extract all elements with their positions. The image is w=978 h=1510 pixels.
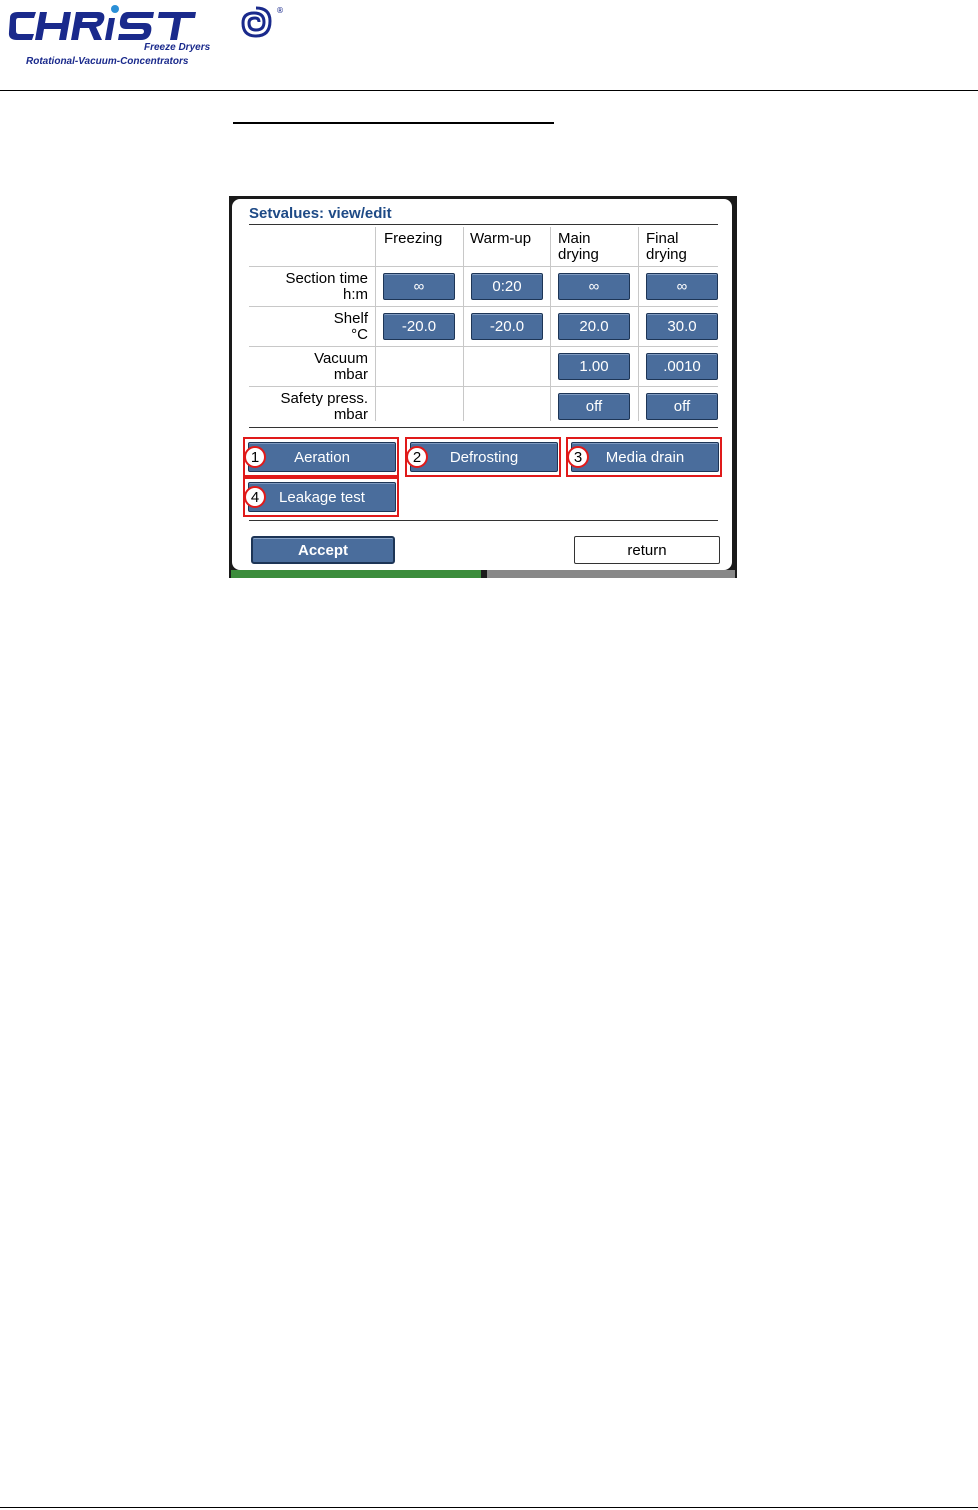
row-label-section-time xyxy=(248,271,368,303)
column-header-line: Freezing xyxy=(384,230,443,247)
table-bottom-divider xyxy=(249,427,718,428)
shelf-final-drying-button[interactable]: 30.0 xyxy=(646,313,718,340)
row-label-shelf xyxy=(248,311,368,343)
aeration-button[interactable]: Aeration xyxy=(248,442,396,472)
row-label-line: Vacuum xyxy=(314,350,368,367)
column-header-line: Main xyxy=(558,230,591,247)
section-time-final-drying-button[interactable]: ∞ xyxy=(646,273,718,300)
row-label-line: Shelf xyxy=(333,310,368,327)
vacuum-final-drying-button[interactable]: .0010 xyxy=(646,353,718,380)
grid-col-divider xyxy=(463,227,464,421)
grid-row-divider xyxy=(249,346,718,347)
column-header-line: drying xyxy=(558,246,599,263)
defrosting-button[interactable]: Defrosting xyxy=(410,442,558,472)
section-time-main-drying-button[interactable]: ∞ xyxy=(558,273,630,300)
screen-bottom-grey-bar xyxy=(487,570,735,578)
column-header-main-drying xyxy=(558,231,599,263)
grid-row-divider xyxy=(249,266,718,267)
callout-badge-3: 3 xyxy=(567,446,589,468)
footer-divider xyxy=(249,520,718,521)
section-time-warm-up-button[interactable]: 0:20 xyxy=(471,273,543,300)
christ-spiral-icon xyxy=(236,4,284,40)
grid-col-divider xyxy=(375,227,376,421)
return-button[interactable]: return xyxy=(574,536,720,564)
accept-button[interactable]: Accept xyxy=(251,536,395,564)
media-drain-button[interactable]: Media drain xyxy=(571,442,719,472)
column-header-final-drying xyxy=(646,231,687,263)
row-label-vacuum xyxy=(248,351,368,383)
row-label-unit: h:m xyxy=(342,286,368,303)
grid-row-divider xyxy=(249,386,718,387)
row-label-safety-press xyxy=(248,391,368,423)
grid-col-divider xyxy=(550,227,551,421)
row-label-unit: mbar xyxy=(333,366,368,383)
shelf-freezing-button[interactable]: -20.0 xyxy=(383,313,455,340)
title-divider xyxy=(249,224,718,225)
leakage-test-button[interactable]: Leakage test xyxy=(248,482,396,512)
screen-title: Setvalues: view/edit xyxy=(249,205,392,222)
logo-tagline-rvc: Rotational-Vacuum-Concentrators xyxy=(26,56,189,67)
shelf-main-drying-button[interactable]: 20.0 xyxy=(558,313,630,340)
column-header-warm-up xyxy=(470,231,531,247)
row-label-unit: mbar xyxy=(333,406,368,423)
section-title-underline xyxy=(233,122,554,124)
screen-bottom-green-bar xyxy=(231,570,481,578)
callout-badge-2: 2 xyxy=(406,446,428,468)
controller-screenshot xyxy=(229,196,737,578)
header-divider xyxy=(0,90,978,91)
logo-tagline-freeze-dryers: Freeze Dryers xyxy=(144,42,211,53)
column-header-line: drying xyxy=(646,246,687,263)
column-header-line: Warm-up xyxy=(470,230,532,247)
svg-text:®: ® xyxy=(276,6,284,15)
grid-col-divider xyxy=(638,227,639,421)
row-label-unit: °C xyxy=(351,326,368,343)
christ-logo xyxy=(6,2,296,74)
christ-logo-wordmark xyxy=(6,4,226,42)
section-time-freezing-button[interactable]: ∞ xyxy=(383,273,455,300)
grid-row-divider xyxy=(249,306,718,307)
footer-rule xyxy=(0,1507,978,1508)
column-header-line: Final xyxy=(646,230,679,247)
row-label-line: Section time xyxy=(285,270,368,287)
shelf-warm-up-button[interactable]: -20.0 xyxy=(471,313,543,340)
row-label-line: Safety press. xyxy=(280,390,368,407)
callout-badge-4: 4 xyxy=(244,486,266,508)
safety-press-final-drying-button[interactable]: off xyxy=(646,393,718,420)
column-header-freezing xyxy=(384,231,442,247)
setvalues-screen xyxy=(232,199,732,570)
vacuum-main-drying-button[interactable]: 1.00 xyxy=(558,353,630,380)
safety-press-main-drying-button[interactable]: off xyxy=(558,393,630,420)
callout-badge-1: 1 xyxy=(244,446,266,468)
